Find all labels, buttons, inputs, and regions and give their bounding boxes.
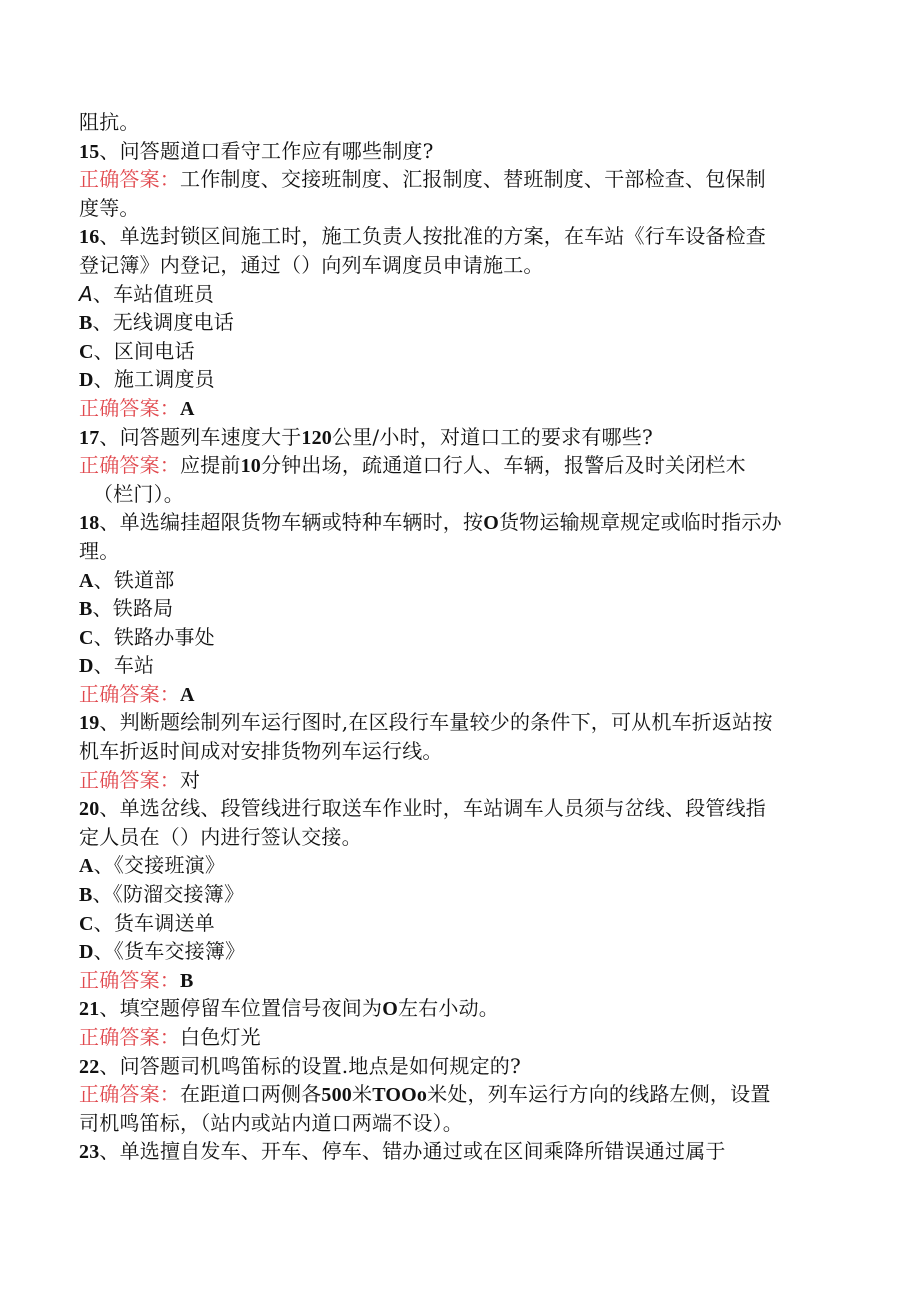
option-key: B xyxy=(79,884,93,907)
answer-17 xyxy=(79,451,839,480)
answer-text: 在距道口两侧各 xyxy=(180,1082,322,1107)
option-a xyxy=(79,280,839,309)
answer-text: 分钟出场，疏通道口行人、车辆，报警后及时关闭栏木 xyxy=(261,453,746,478)
answer-22 xyxy=(79,1080,839,1109)
answer-number-inline: 10 xyxy=(240,455,262,478)
answer-text: 应提前 xyxy=(180,453,241,478)
question-number: 19 xyxy=(79,712,100,735)
option-c xyxy=(79,623,839,652)
question-text: 货物运输规章规定或临时指示办 xyxy=(498,510,782,535)
option-key: B xyxy=(79,598,93,621)
question-22 xyxy=(79,1052,839,1081)
question-number: 23 xyxy=(79,1141,100,1164)
option-key: A xyxy=(79,855,94,878)
answer-label: 正确答案： xyxy=(79,453,180,478)
option-text: 、货车调送单 xyxy=(93,910,215,935)
question-text: 、问答题司机鸣笛标的设置.地点是如何规定的? xyxy=(99,1053,521,1078)
option-key: C xyxy=(79,340,94,363)
answer-text: 司机鸣笛标，（站内或站内道口两端不设）。 xyxy=(79,1110,463,1135)
text-line xyxy=(79,108,839,137)
option-d xyxy=(79,365,839,394)
option-text: 、施工调度员 xyxy=(93,367,215,392)
question-text: 、单选编挂超限货物车辆或特种车辆时，按 xyxy=(99,510,484,535)
answer-text: 白色灯光 xyxy=(180,1025,261,1049)
question-19-continued xyxy=(79,737,839,766)
answer-20 xyxy=(79,966,839,995)
option-text: 、《交接班演》 xyxy=(93,853,226,878)
answer-text: （栏门）。 xyxy=(93,481,184,506)
answer-label: 正确答案： xyxy=(79,1082,180,1107)
option-b xyxy=(79,880,839,909)
answer-15-continued xyxy=(79,194,839,223)
question-text: 、填空题停留车位置信号夜间为 xyxy=(99,996,383,1021)
option-key: D xyxy=(79,369,94,392)
answer-16 xyxy=(79,394,839,423)
question-text: 、判断题绘制列车运行图时,在区段行车量较少的条件下，可从机车折返站按 xyxy=(99,710,773,735)
answer-label: 正确答案： xyxy=(79,167,180,192)
answer-15 xyxy=(79,165,839,194)
question-15 xyxy=(79,137,839,166)
question-text: 、单选岔线、段管线进行取送车作业时，车站调车人员须与岔线、段管线指 xyxy=(99,796,767,821)
question-23 xyxy=(79,1137,839,1166)
question-number: 15 xyxy=(79,140,100,163)
question-text: 左右小动。 xyxy=(397,996,499,1021)
document-body xyxy=(79,108,839,1166)
question-text: 理。 xyxy=(79,538,120,563)
option-b xyxy=(79,308,839,337)
option-text: 、区间电话 xyxy=(93,338,195,363)
option-key: D xyxy=(79,941,94,964)
answer-label: 正确答案： xyxy=(79,767,180,792)
answer-17-continued xyxy=(79,480,839,509)
answer-number-inline: TOOo xyxy=(372,1084,428,1107)
question-text: 、单选擅自发车、开车、停车、错办通过或在区间乘降所错误通过属于 xyxy=(99,1139,726,1164)
option-key: B xyxy=(79,312,93,335)
option-text: 、车站值班员 xyxy=(92,281,215,306)
question-text: 机车折返时间成对安排货物列车运行线。 xyxy=(79,739,443,764)
question-19 xyxy=(79,708,839,737)
option-text: 、铁路办事处 xyxy=(93,624,215,649)
answer-number-inline: 500 xyxy=(321,1084,353,1107)
answer-text: 米 xyxy=(352,1082,373,1107)
answer-label: 正确答案： xyxy=(79,1025,180,1049)
option-key: C xyxy=(79,912,94,935)
answer-label: 正确答案： xyxy=(79,395,180,420)
question-text: 登记簿》内登记，通过（）向列车调度员申请施工。 xyxy=(79,252,544,277)
option-text: 、无线调度电话 xyxy=(92,310,234,335)
question-number-inline: 120 xyxy=(301,426,333,449)
option-d xyxy=(79,937,839,966)
option-c xyxy=(79,909,839,938)
question-20-continued xyxy=(79,823,839,852)
question-18-continued xyxy=(79,537,839,566)
answer-text: 度等。 xyxy=(79,195,140,220)
answer-18 xyxy=(79,680,839,709)
answer-text: 米处，列车运行方向的线路左侧，设置 xyxy=(427,1082,771,1107)
continuation-text: 阻抗。 xyxy=(79,110,140,134)
question-blank: O xyxy=(382,998,398,1021)
answer-21 xyxy=(79,1023,839,1052)
question-17 xyxy=(79,423,839,452)
question-number: 21 xyxy=(79,998,100,1021)
question-number: 17 xyxy=(79,426,100,449)
option-key: A xyxy=(79,281,93,306)
question-number: 22 xyxy=(79,1055,100,1078)
question-text: 、单选封锁区间施工时，施工负责人按批准的方案，在车站《行车设备检查 xyxy=(99,224,767,249)
question-blank: O xyxy=(483,512,499,535)
option-text: 、铁道部 xyxy=(93,567,175,592)
option-text: 、铁路局 xyxy=(92,596,174,621)
option-d xyxy=(79,651,839,680)
question-text: 定人员在（）内进行签认交接。 xyxy=(79,824,362,849)
answer-label: 正确答案： xyxy=(79,681,180,706)
answer-19 xyxy=(79,766,839,795)
question-text: 、问答题道口看守工作应有哪些制度? xyxy=(99,138,434,163)
question-20 xyxy=(79,794,839,823)
option-c xyxy=(79,337,839,366)
question-21 xyxy=(79,994,839,1023)
question-text: 、问答题列车速度大于 xyxy=(99,424,302,449)
answer-label: 正确答案： xyxy=(79,967,180,992)
question-16 xyxy=(79,222,839,251)
question-number: 18 xyxy=(79,512,100,535)
option-key: A xyxy=(79,569,94,592)
answer-text: B xyxy=(180,969,194,992)
answer-text: A xyxy=(180,683,195,706)
option-text: 、《货车交接簿》 xyxy=(93,939,246,964)
option-key: D xyxy=(79,655,94,678)
question-text: 公里/小时，对道口工的要求有哪些? xyxy=(332,424,653,449)
question-18 xyxy=(79,508,839,537)
option-a xyxy=(79,851,839,880)
answer-text: 对 xyxy=(180,767,201,792)
option-a xyxy=(79,566,839,595)
question-number: 16 xyxy=(79,226,100,249)
option-b xyxy=(79,594,839,623)
option-text: 、车站 xyxy=(93,653,155,678)
answer-text: A xyxy=(180,397,195,420)
option-text: 、《防溜交接簿》 xyxy=(92,882,245,907)
question-number: 20 xyxy=(79,798,100,821)
option-key: C xyxy=(79,626,94,649)
answer-text: 工作制度、交接班制度、汇报制度、替班制度、干部检查、包保制 xyxy=(180,167,766,192)
question-16-continued xyxy=(79,251,839,280)
answer-22-continued xyxy=(79,1109,839,1138)
